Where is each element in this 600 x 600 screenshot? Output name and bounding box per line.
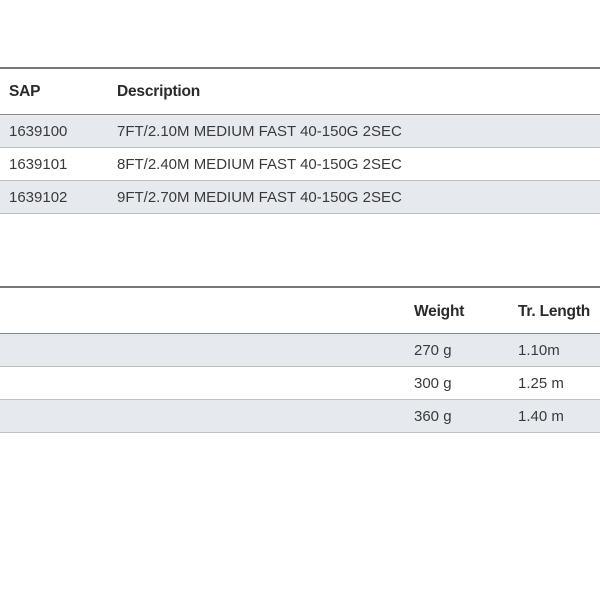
products-table bbox=[0, 67, 600, 214]
sap-cell: 1639101 bbox=[9, 156, 68, 173]
length-cell: 1.40 m bbox=[518, 408, 564, 425]
table-row bbox=[0, 334, 600, 367]
sap-cell: 1639100 bbox=[9, 123, 68, 140]
specs-table-header bbox=[0, 286, 600, 334]
table-row bbox=[0, 367, 600, 400]
description-column-header: Description bbox=[117, 83, 201, 100]
table-row bbox=[0, 181, 600, 214]
length-cell: 1.25 m bbox=[518, 375, 564, 392]
sap-column-header: SAP bbox=[9, 83, 41, 100]
table-row bbox=[0, 400, 600, 433]
description-cell: 8FT/2.40M MEDIUM FAST 40-150G 2SEC bbox=[117, 156, 402, 173]
description-cell: 9FT/2.70M MEDIUM FAST 40-150G 2SEC bbox=[117, 189, 402, 206]
description-cell: 7FT/2.10M MEDIUM FAST 40-150G 2SEC bbox=[117, 123, 402, 140]
weight-cell: 270 g bbox=[414, 342, 452, 359]
weight-cell: 360 g bbox=[414, 408, 452, 425]
length-cell: 1.10m bbox=[518, 342, 560, 359]
sap-cell: 1639102 bbox=[9, 189, 68, 206]
specs-table bbox=[0, 286, 600, 433]
products-table-header bbox=[0, 67, 600, 115]
table-row bbox=[0, 148, 600, 181]
weight-column-header: Weight bbox=[414, 303, 465, 320]
weight-cell: 300 g bbox=[414, 375, 452, 392]
table-row bbox=[0, 115, 600, 148]
length-column-header: Tr. Length bbox=[518, 303, 591, 320]
